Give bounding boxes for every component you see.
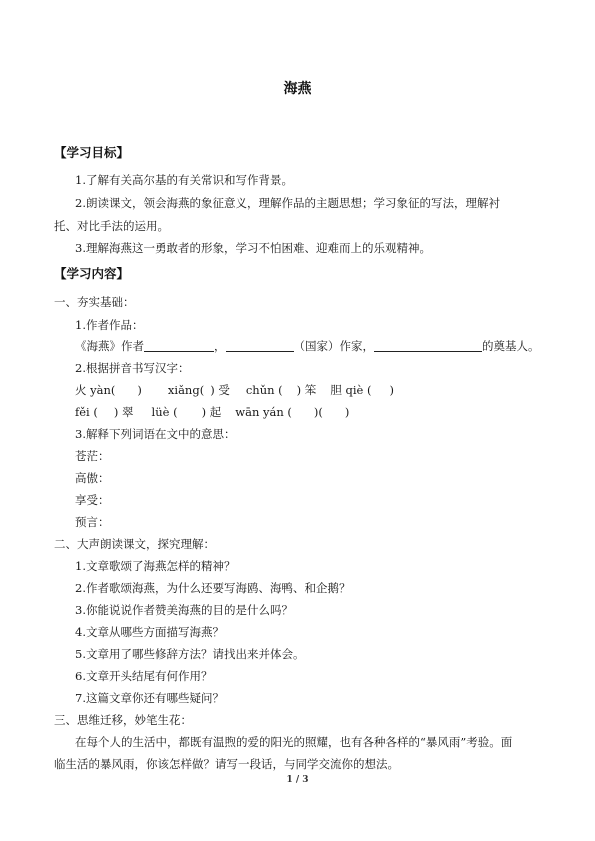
part2-heading: 二、大声朗读课文，探究理解： [54,537,215,551]
part2-question-6: 6.文章开头结尾有何作用？ [75,669,213,683]
pinyin-qie-close: ) [389,383,394,397]
part3-prompt-line-1: 在每个人的生活中，都既有温煦的爱的阳光的照耀，也有各种各样的“暴风雨”考验。面 [75,735,513,749]
pinyin-chun-close: ) 笨 [296,383,317,397]
pinyin-xiang-close: ) 受 [210,383,230,397]
part2-question-5: 5.文章用了哪些修辞方法？请找出来并体会。 [75,647,305,661]
vocab-word-1: 苍茫： [75,449,110,463]
country-blank[interactable] [226,340,294,352]
objectives-heading: 【学习目标】 [54,145,130,160]
objective-item-2-line-2: 托、对比手法的运用。 [54,219,169,233]
part2-question-2: 2.作者歌颂海燕，为什么还要写海鸥、海鸭、和企鹅？ [75,581,351,595]
pinyin-fei-open: fěi ( [75,405,98,419]
part3-heading: 三、思维迁移，妙笔生花： [54,713,192,727]
pinyin-lue-open: lüè ( [151,405,178,419]
vocab-word-3: 享受： [75,493,110,507]
question-author-works-label: 1.作者作品： [75,318,144,332]
pinyin-yan-open: 火 yàn( [75,383,116,397]
pinyin-yan-close: ) [137,383,142,397]
pinyin-wanyan-middle: )( [313,405,323,419]
part2-question-1: 1.文章歌颂了海燕怎样的精神？ [75,559,236,573]
author-prompt-text: 《海燕》作者 [75,339,144,353]
pinyin-chun-open: chǔn ( [245,383,283,397]
content-heading: 【学习内容】 [54,266,130,281]
pinyin-fei-close: ) 翠 [113,405,134,419]
part2-question-3: 3.你能说说作者赞美海燕的目的是什么吗？ [75,603,293,617]
vocab-word-2: 高傲： [75,471,110,485]
part2-question-4: 4.文章从哪些方面描写海燕？ [75,625,224,639]
question-vocab-label: 3.解释下列词语在文中的意思： [75,427,236,441]
pinyin-row-2 [75,405,349,419]
pinyin-wanyan-open: wān yán ( [235,405,292,419]
author-fill-in-line [75,339,540,353]
author-name-blank[interactable] [144,340,214,352]
question-pinyin-label: 2.根据拼音书写汉字： [75,361,190,375]
pinyin-qie-open: 胆 qiè ( [330,383,372,397]
pinyin-wanyan-close: ) [344,405,350,419]
part3-prompt-line-2: 临生活的暴风雨，你该怎样做？请写一段话，与同学交流你的想法。 [54,757,399,771]
vocab-word-4: 预言： [75,515,110,529]
country-writer-text: （国家）作家， [293,339,374,353]
objective-item-2-line-1: 2.朗读课文，领会海燕的象征意义，理解作品的主题思想；学习象征的写法，理解衬 [75,196,500,210]
objective-item-1: 1.了解有关高尔基的有关常识和写作背景。 [75,173,293,187]
objective-item-3: 3.理解海燕这一勇敢者的形象，学习不怕困难、迎难而上的乐观精神。 [75,241,431,255]
founder-text: 的奠基人。 [482,339,540,353]
part2-question-7: 7.这篇文章你还有哪些疑问？ [75,691,224,705]
pinyin-row-1 [75,383,394,397]
comma-text: ， [214,339,226,353]
pinyin-lue-close: ) 起 [201,405,222,419]
document-title: 海燕 [283,81,312,97]
pinyin-xiang-open: xiǎng( [167,383,205,397]
part1-heading: 一、夯实基础： [54,295,135,309]
founder-blank[interactable] [374,340,482,352]
page-number: 1 / 3 [286,775,309,785]
